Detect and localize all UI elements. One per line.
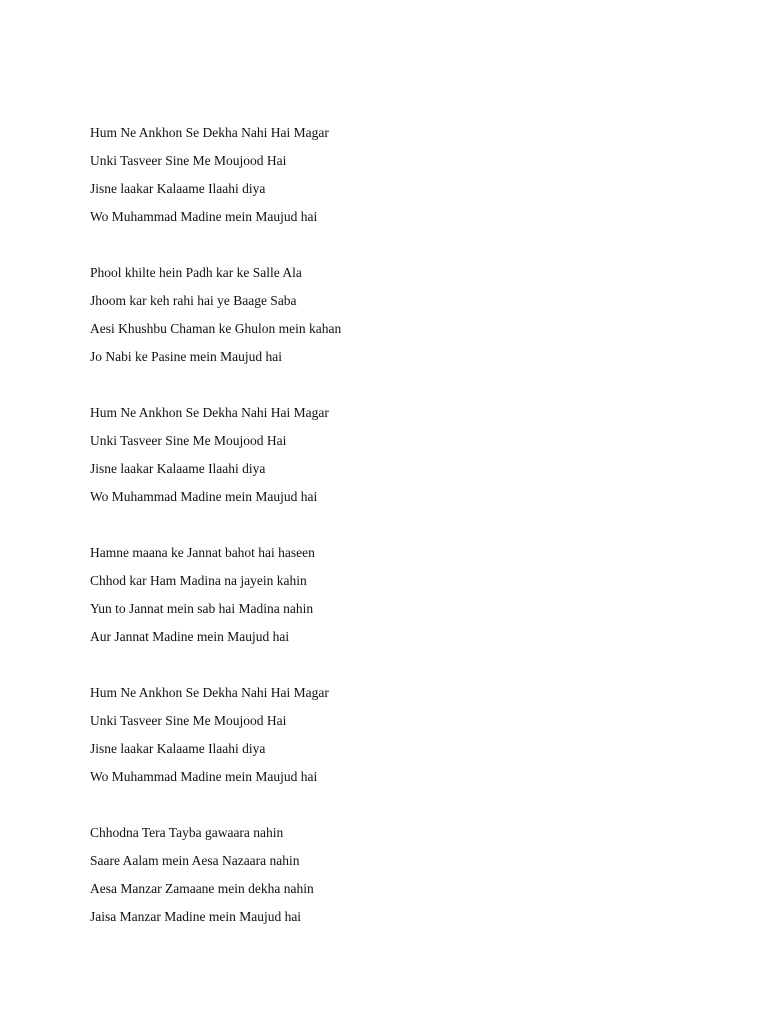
lyric-line: Jhoom kar keh rahi hai ye Baage Saba (90, 293, 297, 308)
lyric-line: Wo Muhammad Madine mein Maujud hai (90, 209, 318, 224)
stanza-6 (90, 819, 730, 931)
lyric-line: Chhod kar Ham Madina na jayein kahin (90, 573, 307, 588)
lyric-line: Jisne laakar Kalaame Ilaahi diya (90, 461, 266, 476)
lyric-line: Chhodna Tera Tayba gawaara nahin (90, 825, 284, 840)
lyric-line: Yun to Jannat mein sab hai Madina nahin (90, 601, 314, 616)
lyric-line: Wo Muhammad Madine mein Maujud hai (90, 769, 318, 784)
lyric-line: Aesi Khushbu Chaman ke Ghulon mein kahan (90, 321, 342, 336)
lyric-line: Phool khilte hein Padh kar ke Salle Ala (90, 265, 302, 280)
lyric-line: Unki Tasveer Sine Me Moujood Hai (90, 433, 287, 448)
document-page (90, 119, 730, 959)
stanza-1 (90, 119, 730, 231)
lyric-line: Hum Ne Ankhon Se Dekha Nahi Hai Magar (90, 685, 329, 700)
lyric-line: Hamne maana ke Jannat bahot hai haseen (90, 545, 315, 560)
stanza-5 (90, 679, 730, 791)
lyric-line: Jisne laakar Kalaame Ilaahi diya (90, 741, 266, 756)
lyric-line: Aesa Manzar Zamaane mein dekha nahin (90, 881, 314, 896)
stanza-4 (90, 539, 730, 651)
lyric-line: Unki Tasveer Sine Me Moujood Hai (90, 713, 287, 728)
lyric-line: Jaisa Manzar Madine mein Maujud hai (90, 909, 302, 924)
lyric-line: Unki Tasveer Sine Me Moujood Hai (90, 153, 287, 168)
stanza-3 (90, 399, 730, 511)
lyric-line: Jo Nabi ke Pasine mein Maujud hai (90, 349, 282, 364)
lyric-line: Aur Jannat Madine mein Maujud hai (90, 629, 290, 644)
stanza-2 (90, 259, 730, 371)
lyric-line: Saare Aalam mein Aesa Nazaara nahin (90, 853, 300, 868)
lyric-line: Hum Ne Ankhon Se Dekha Nahi Hai Magar (90, 405, 329, 420)
lyric-line: Jisne laakar Kalaame Ilaahi diya (90, 181, 266, 196)
lyric-line: Wo Muhammad Madine mein Maujud hai (90, 489, 318, 504)
lyric-line: Hum Ne Ankhon Se Dekha Nahi Hai Magar (90, 125, 329, 140)
